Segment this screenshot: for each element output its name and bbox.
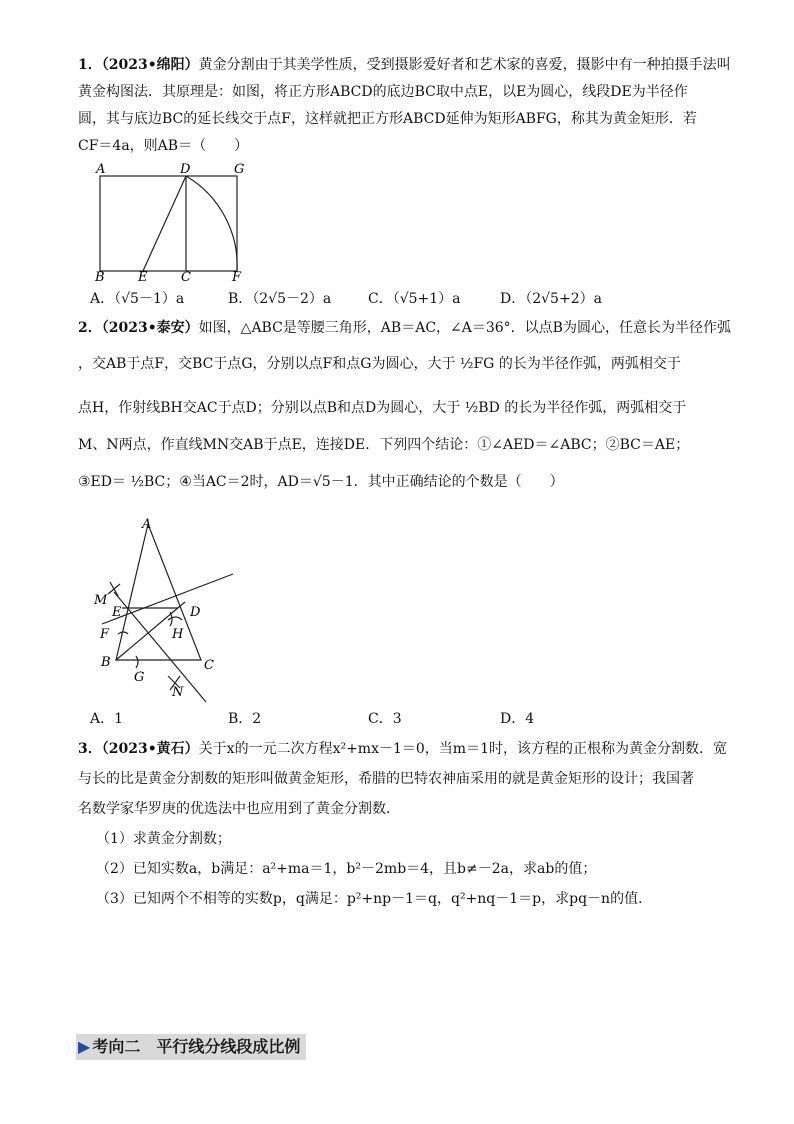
section-heading: [76, 1034, 306, 1060]
q1-choice-d[interactable]: D．（2√5+2）a: [500, 291, 602, 307]
q1-label-D: D: [180, 162, 191, 177]
q2-line-2: ，交AB于点F，交BC于点G，分别以点F和点G为圆心，大于 ½FG 的长为半径作弧，两弧相交于: [78, 356, 681, 372]
q3-line-2: 与长的比是黄金分割数的矩形叫做黄金矩形，希腊的巴特农神庙采用的就是黄金矩形的设计；我国著: [78, 771, 694, 787]
q2-choice-b[interactable]: B．2: [228, 711, 262, 727]
arc-mark-M: [108, 582, 120, 596]
q2-choice-c[interactable]: C．3: [368, 711, 402, 727]
q1-label-A: A: [96, 162, 106, 177]
segment-ED: [143, 176, 186, 271]
q2-label-G: G: [134, 670, 145, 685]
arc-mark-F: [118, 632, 128, 634]
q2-source: （2023•泰安）: [101, 320, 199, 336]
question-1: [78, 52, 731, 160]
q3-sub-2: （2）已知实数a，b满足：a²+ma＝1，b²－2mb＝4，且b≠－2a，求ab的值；: [96, 861, 597, 877]
q3-number: 3．: [78, 741, 102, 757]
q1-choice-a[interactable]: A．（√5－1）a: [90, 291, 185, 307]
q1-label-E: E: [138, 270, 148, 282]
q2-label-F: F: [100, 627, 110, 642]
q1-choice-b[interactable]: B．（2√5－2）a: [228, 291, 332, 307]
q2-choice-a[interactable]: A．1: [90, 711, 124, 727]
q1-choices: [90, 288, 730, 310]
triangle-ABC: [116, 524, 201, 660]
q2-label-M: M: [94, 593, 108, 608]
q1-label-B: B: [95, 270, 105, 282]
triangle-marker-icon: ▶: [78, 1037, 91, 1056]
q1-label-C: C: [181, 270, 191, 282]
q1-line-3: 圆，其与底边BC的延长线交于点F，这样就把正方形ABCD延伸为矩形ABFG，称其为黄金矩形．若: [78, 111, 697, 127]
section-title: 考向二 平行线分线段成比例: [92, 1037, 301, 1056]
q3-source: （2023•黄石）: [101, 741, 199, 757]
q1-line-1: 1．（2023•绵阳）黄金分割由于其美学性质，受到摄影爱好者和艺术家的喜爱，摄影中有一种拍摄手法叫: [78, 57, 731, 73]
arc-mark-G: [136, 656, 138, 668]
q2-label-N: N: [172, 685, 184, 700]
q2-line-3: 点H，作射线BH交AC于点D；分别以点B和点D为圆心，大于 ½BD 的长为半径作弧，两弧相交于: [78, 400, 687, 416]
q2-label-D: D: [190, 605, 201, 620]
q1-number: 1．: [78, 57, 102, 73]
q3-line-1: 3．（2023•黄石）关于x的一元二次方程x²+mx－1＝0，当m＝1时，该方程的正根称为黄金分割数．宽: [78, 741, 727, 757]
q2-figure: [88, 514, 238, 704]
q2-choice-d[interactable]: D．4: [500, 711, 535, 727]
q2-label-E: E: [112, 605, 122, 620]
q1-label-F: F: [232, 270, 242, 282]
q1-line-4: CF＝4a，则AB＝（ ）: [78, 138, 249, 154]
q2-number: 2．: [78, 320, 102, 336]
q1-line-2: 黄金构图法．其原理是：如图，将正方形ABCD的底边BC取中点E，以E为圆心，线段DE为半径作: [78, 84, 688, 100]
q3-sub-1: （1）求黄金分割数；: [96, 831, 231, 847]
q1-choice-c[interactable]: C．（√5+1）a: [368, 291, 461, 307]
q3-sub-3: （3）已知两个不相等的实数p，q满足：p²+np－1＝q，q²+nq－1＝p，求pq－n的值．: [96, 891, 653, 907]
q2-line-1: 2．（2023•泰安）如图，△ABC是等腰三角形，AB＝AC，∠A＝36°．以点B为圆心，任意长为半径作弧: [78, 320, 731, 336]
q2-label-B: B: [101, 655, 111, 670]
rectangle-ABFG: [100, 176, 237, 271]
question-2: [78, 314, 731, 504]
question-3: [78, 734, 728, 914]
q1-label-G: G: [234, 162, 245, 177]
arc-DF: [186, 176, 237, 271]
q2-line-5: ③ED＝ ½BC；④当AC＝2时，AD＝√5－1．其中正确结论的个数是（ ）: [78, 474, 564, 490]
q2-line-4: M、N两点，作直线MN交AB于点E，连接DE．下列四个结论：①∠AED＝∠ABC；②BC＝AE；: [78, 437, 690, 453]
q2-label-C: C: [204, 658, 214, 673]
q2-label-A: A: [142, 517, 152, 532]
q1-figure: [90, 160, 260, 282]
q3-line-3: 名数学家华罗庚的优选法中也应用到了黄金分割数．: [78, 801, 400, 817]
q2-choices: [90, 708, 730, 730]
q2-label-H: H: [172, 627, 184, 642]
q1-source: （2023•绵阳）: [101, 57, 199, 73]
